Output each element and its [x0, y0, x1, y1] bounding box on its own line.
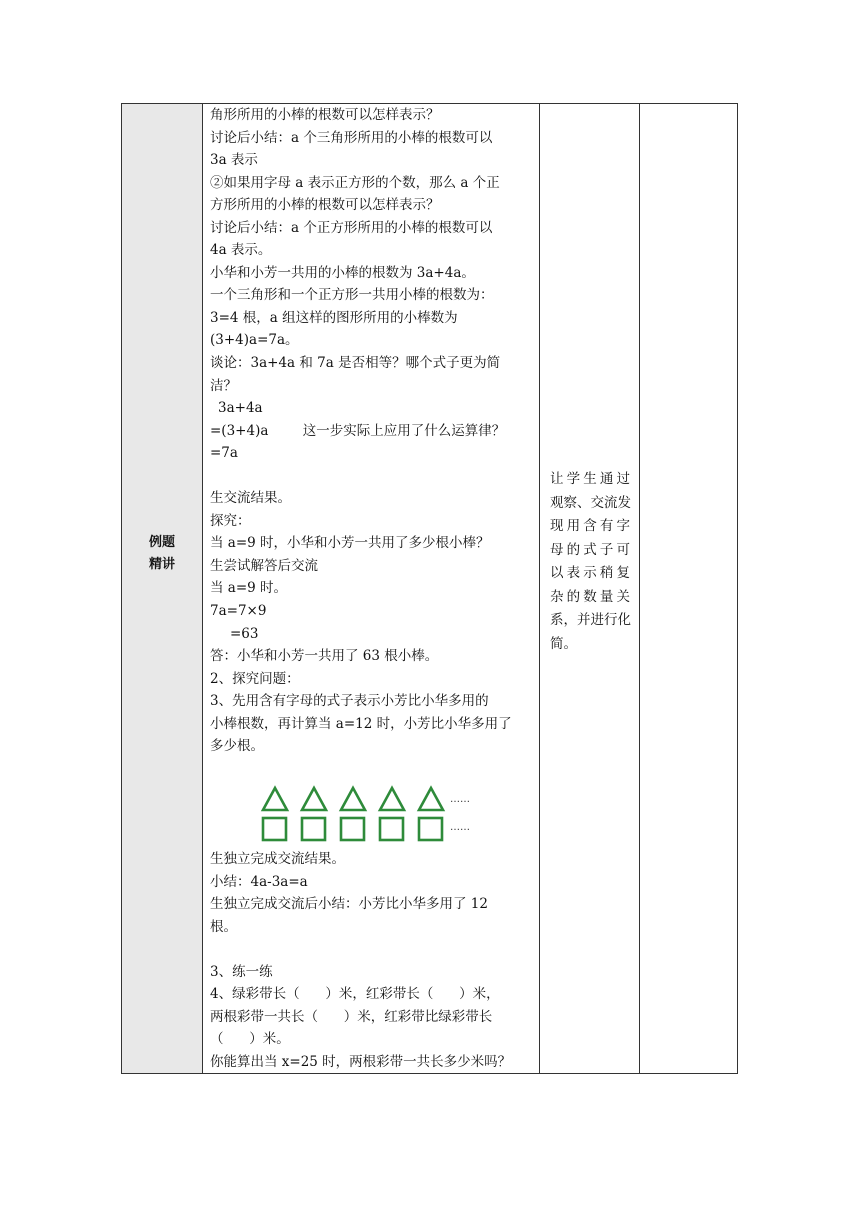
content-line: 当 a=9 时，小华和小芳一共用了多少根小棒？: [210, 535, 490, 552]
content-line: [210, 758, 533, 781]
design-intent-line: 杂的数量关: [550, 588, 630, 605]
shapes-figure: [260, 785, 490, 845]
ellipsis-mark: ……: [450, 794, 470, 805]
design-intent-line: 简。: [550, 635, 577, 652]
content-line: 答：小华和小芳一共用了 63 根小棒。: [210, 648, 439, 665]
content-line: 当 a=9 时。: [210, 580, 288, 597]
content-line: 两根彩带一共长（ ）米，红彩带比绿彩带长: [210, 1008, 493, 1025]
content-line: 4a 表示。: [210, 242, 272, 259]
design-intent-line: 现用含有字: [550, 518, 630, 534]
ellipsis-mark: ……: [450, 822, 470, 833]
triangle-shape: [341, 788, 365, 810]
design-intent-line: 系，并进行化: [550, 612, 631, 628]
content-line: 3a+4a: [218, 400, 263, 417]
notes-cell: [639, 104, 737, 1073]
lesson-content: [202, 104, 539, 1074]
content-line: 4、绿彩带长（ ）米，红彩带长（ ）米，: [210, 986, 500, 1003]
content-line: 角形所用的小棒的根数可以怎样表示？: [210, 107, 440, 123]
section-label-line-1: 例题: [148, 535, 175, 550]
square-shape: [302, 818, 325, 840]
content-line: 生尝试解答后交流: [210, 557, 318, 574]
content-line: (3+4)a=7a。: [210, 332, 299, 349]
content-line: 根。: [210, 918, 237, 935]
content-line: =(3+4)a 这一步实际上应用了什么运算律？: [210, 422, 506, 439]
content-line: 多少根。: [210, 738, 264, 755]
design-intent-line: 让学生通过: [550, 471, 630, 487]
content-line: 2、探究问题：: [210, 670, 300, 687]
content-line: 探究：: [210, 512, 251, 529]
lesson-content-cell: [202, 104, 540, 1073]
design-intent-cell: [539, 104, 640, 1073]
square-shape: [263, 818, 286, 840]
content-line: 洁？: [210, 377, 237, 394]
triangle-shape: [302, 788, 326, 810]
content-line: 生独立完成交流后小结：小芳比小华多用了 12: [210, 896, 488, 913]
square-shape: [419, 818, 442, 840]
content-line: 谈论：3a+4a 和 7a 是否相等？哪个式子更为简: [210, 355, 501, 372]
content-line: 一个三角形和一个正方形一共用小棒的根数为：: [210, 287, 494, 304]
content-line: 生交流结果。: [210, 490, 291, 507]
content-line: 3=4 根，a 组这样的图形所用的小棒数为: [210, 309, 458, 326]
lesson-table: [121, 103, 738, 1074]
triangle-shape: [263, 788, 287, 810]
content-line: [210, 938, 533, 961]
section-label-cell: [122, 104, 203, 1073]
content-line: [210, 465, 533, 488]
content-line: 方形所用的小棒的根数可以怎样表示？: [210, 197, 440, 214]
square-shape: [341, 818, 364, 840]
design-intent-line: 母的式子可: [550, 541, 630, 558]
design-intent-text: [550, 468, 630, 656]
section-label: [122, 532, 202, 576]
content-line: 小棒根数，再计算当 a=12 时，小芳比小华多用了: [210, 715, 512, 732]
content-line: 3a 表示: [210, 152, 258, 169]
content-line: 讨论后小结：a 个正方形所用的小棒的根数可以: [210, 219, 493, 236]
triangle-shape: [380, 788, 404, 810]
content-line: （ ）米。: [210, 1031, 290, 1048]
triangle-shape: [419, 788, 443, 810]
content-line: 小结：4a-3a=a: [210, 873, 308, 890]
design-intent-line: 观察、交流发: [550, 494, 631, 511]
content-line: 小华和小芳一共用的小棒的根数为 3a+4a。: [210, 264, 475, 281]
content-line: 你能算出当 x=25 时，两根彩带一共长多少米吗？: [210, 1053, 512, 1070]
content-line: ②如果用字母 a 表示正方形的个数，那么 a 个正: [210, 174, 500, 191]
content-line: 讨论后小结：a 个三角形所用的小棒的根数可以: [210, 129, 493, 146]
design-intent-line: 以表示稍复: [550, 565, 630, 581]
content-line: =7a: [210, 445, 238, 462]
content-line: 3、练一练: [210, 963, 273, 980]
section-label-line-2: 精讲: [148, 557, 175, 572]
square-shape: [380, 818, 403, 840]
content-line: =63: [230, 625, 259, 642]
content-line: 生独立完成交流结果。: [210, 851, 345, 868]
content-line: 7a=7×9: [210, 603, 267, 620]
content-line: 3、先用含有字母的式子表示小芳比小华多用的: [210, 693, 489, 710]
